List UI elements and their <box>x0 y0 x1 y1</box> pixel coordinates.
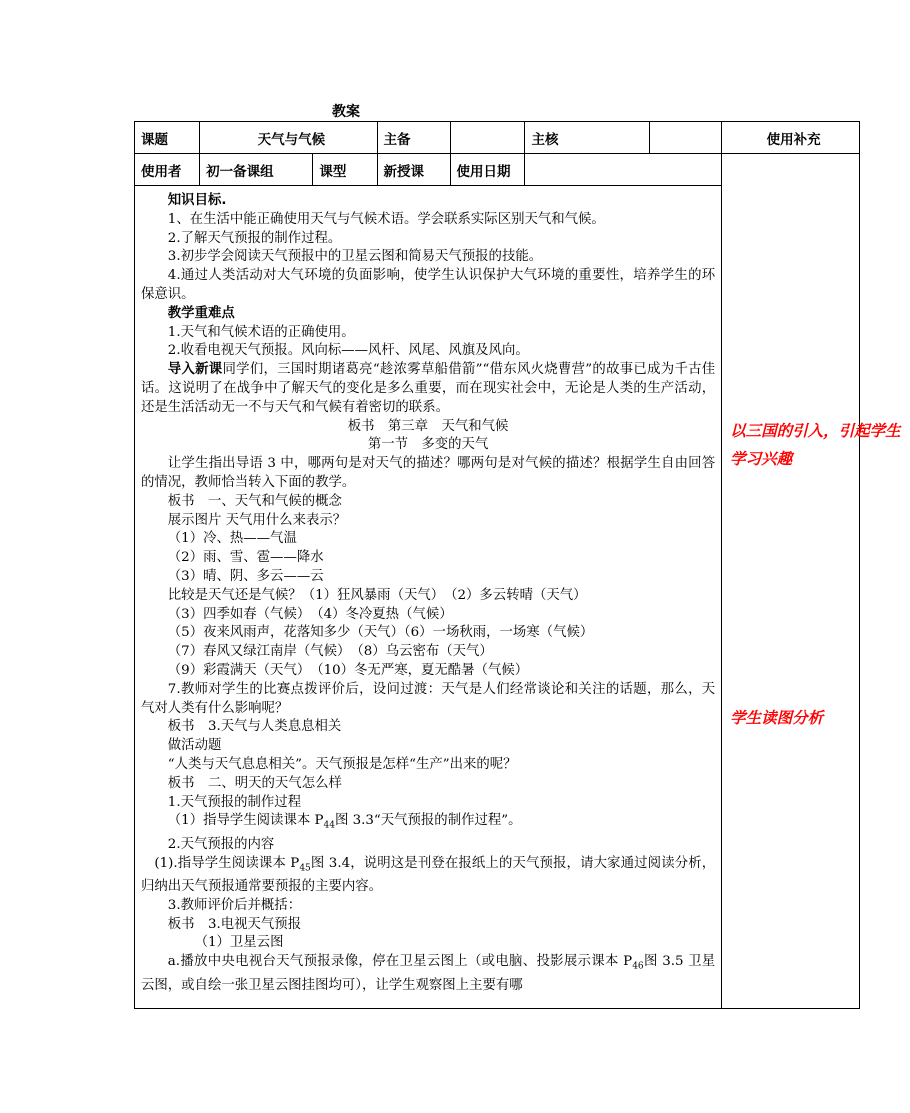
label-main-preparer: 主备 <box>377 122 450 154</box>
board-heading-1: 板书 一、天气和气候的概念 <box>167 493 342 509</box>
label-supplement: 使用补充 <box>722 122 860 154</box>
section-title: 第一节 多变的天气 <box>367 437 489 453</box>
value-user: 初一备课组 <box>200 154 313 186</box>
transition-paragraph: 7.教师对学生的比赛点拨评价后，设问过渡：天气是人们经常谈论和关注的话题，那么，天气对人类有什么影响呢？ <box>141 681 716 716</box>
weather-item-3: （3）晴、阴、多云——云 <box>167 568 324 584</box>
value-main-preparer <box>450 122 525 154</box>
knowledge-goals-heading: 知识目标. <box>167 193 227 208</box>
compare-line-4: （7）春风又绿江南岸（气候） （8）乌云密布（天气） <box>167 644 493 660</box>
weather-item-2: （2）雨、雪、雹——降水 <box>167 550 324 566</box>
label-use-date: 使用日期 <box>450 154 525 186</box>
label-user: 使用者 <box>135 154 200 186</box>
goal-1: 1、在生活中能正确使用天气与气候术语。学会联系实际区别天气和气候。 <box>167 211 605 227</box>
lesson-plan-table <box>134 121 901 1009</box>
satellite-paragraph <box>141 953 715 995</box>
key-point-2: 2.收看电视天气预报。风向标——风杆、风尾、风旗及风向。 <box>167 343 529 359</box>
value-subject: 天气与气候 <box>200 122 377 154</box>
value-main-reviewer <box>650 122 722 154</box>
intro-text: 同学们，三国时期诸葛亮“趁浓雾草船借箭”“借东风火烧曹营”的故事已成为千古佳话。这说明了在战争中了解天气的变化是多么重要，而在现实社会中，无论是人类的生产活动，还是生活活动无一不与天气和气候有着密切的联系。 <box>141 362 716 415</box>
page-subscript: 45 <box>299 863 311 874</box>
intro-label: 导入新课 <box>167 362 223 378</box>
compare-line-5: （9）彩霞满天（天气） （10）冬无严寒，夏无酷暑（气候） <box>167 662 529 678</box>
compare-line-1: 比较是天气还是气候？（1）狂风暴雨（天气） （2）多云转晴（天气） <box>167 587 587 603</box>
label-subject: 课题 <box>135 122 200 154</box>
goal-2: 2.了解天气预报的制作过程。 <box>167 230 342 246</box>
teacher-summary-line: 3.教师评价后并概括： <box>167 897 302 913</box>
text-part: (1).指导学生阅读课本 P <box>154 855 300 871</box>
goal-3: 3.初步学会阅读天气预报中的卫星云图和简易天气预报的技能。 <box>167 249 543 265</box>
board-heading-3: 板书 二、明天的天气怎么样 <box>167 775 342 791</box>
text-part: 图 3.5 卫星云图，或自绘一张卫星云图挂图均可），让学生观察图上主要有哪 <box>141 954 716 993</box>
weather-item-1: （1）冷、热——气温 <box>167 531 297 547</box>
text-part: 图 3.4，说明这是刊登在报纸上的天气预报，请大家通过阅读分析，归纳出天气预报通常要预报的主要内容。 <box>141 855 716 895</box>
compare-line-3: （5）夜来风雨声，花落知多少（天气）（6）一场秋雨，一场寒（气候） <box>167 625 594 641</box>
label-lesson-type: 课型 <box>313 154 377 186</box>
page-subscript: 46 <box>632 961 644 972</box>
text-part: a.播放中央电视台天气预报录像，停在卫星云图上（或电脑、投影展示课本 P <box>167 954 633 970</box>
key-point-1: 1.天气和气候术语的正确使用。 <box>167 324 355 340</box>
chapter-title: 板书 第三章 天气和气候 <box>347 418 509 434</box>
header-row-2 <box>135 154 860 186</box>
forecast-content-heading: 2.天气预报的内容 <box>167 836 275 852</box>
activity-line: 做活动题 <box>167 738 222 754</box>
value-lesson-type: 新授课 <box>377 154 450 186</box>
board-heading-4: 板书 3.电视天气预报 <box>167 916 302 932</box>
forecast-process-heading: 1.天气预报的制作过程 <box>167 794 302 810</box>
note-read-map: 学生读图分析 <box>730 709 824 727</box>
lesson-content-cell <box>135 186 722 1009</box>
board-heading-2: 板书 3.天气与人类息息相关 <box>167 719 342 735</box>
page-subscript: 44 <box>323 820 335 831</box>
note-three-kingdoms: 以三国的引入，引起学生学习兴趣 <box>730 422 901 468</box>
header-row-1 <box>135 122 860 154</box>
lesson-content <box>135 186 721 995</box>
goal-4: 4.通过人类活动对大气环境的负面影响，使学生认识保护大气环境的重要性，培养学生的环保意识。 <box>141 268 716 302</box>
intro-paragraph <box>141 361 715 417</box>
forecast-content-item <box>141 855 715 897</box>
satellite-heading: （1）卫星云图 <box>194 935 284 951</box>
key-points-heading: 教学重难点 <box>167 305 235 321</box>
supplement-column <box>722 154 901 1009</box>
label-main-reviewer: 主核 <box>525 122 650 154</box>
text-part: 图 3.3“天气预报的制作过程”。 <box>334 813 522 829</box>
value-use-date <box>525 154 722 186</box>
paragraph-guide-question: 让学生指出导语 3 中，哪两句是对天气的描述？哪两句是对气候的描述？根据学生自由回答的情况，教师恰当转入下面的教学。 <box>141 456 716 490</box>
activity-question: “人类与天气息息相关”。天气预报是怎样“生产”出来的呢？ <box>167 756 517 772</box>
show-picture-line: 展示图片 天气用什么来表示？ <box>167 512 347 528</box>
compare-line-2: （3）四季如春（气候） （4）冬冷夏热（气候） <box>167 606 453 622</box>
document-title: 教案 <box>332 104 360 120</box>
text-part: （1）指导学生阅读课本 P <box>167 813 324 829</box>
forecast-process-item <box>141 812 715 835</box>
